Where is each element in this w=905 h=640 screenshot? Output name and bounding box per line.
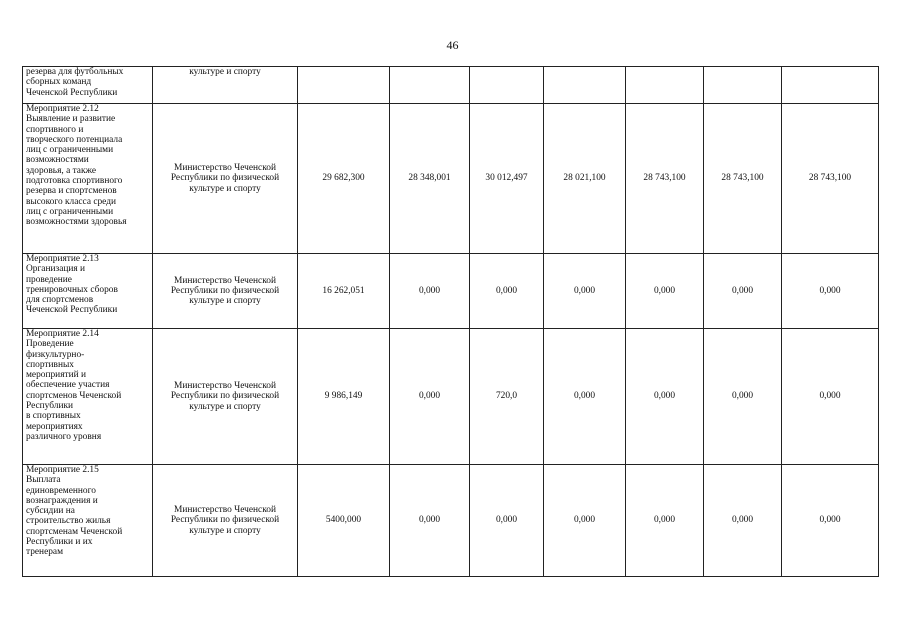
table-row: [23, 67, 879, 104]
funding-value-cell: 0,000: [626, 254, 704, 329]
funding-value-cell: 0,000: [704, 465, 782, 577]
funding-value-cell: 5400,000: [298, 465, 390, 577]
activity-name-line: вознаграждения и: [26, 495, 98, 506]
responsible-org-line: Министерство Чеченской: [173, 505, 276, 516]
activity-name-line: Организация и: [26, 264, 86, 275]
table-row: [23, 329, 879, 465]
activity-name-line: Выплата: [26, 475, 61, 486]
activity-name-line: физкультурно-: [26, 349, 85, 360]
activity-name-line: Чеченской Республики: [26, 305, 118, 316]
funding-value-cell: 0,000: [390, 254, 470, 329]
budget-table: [22, 66, 879, 577]
page-number: 46: [446, 38, 459, 52]
activity-name-cell: [23, 465, 153, 577]
activity-name-line: лиц с ограниченными: [26, 206, 114, 217]
funding-value-cell: 0,000: [544, 254, 626, 329]
responsible-org-cell: [153, 329, 298, 465]
activity-name-line: в спортивных: [26, 411, 81, 422]
activity-name-line: подготовка спортивного: [26, 176, 123, 187]
funding-value-cell: 0,000: [626, 465, 704, 577]
activity-name-line: тренерам: [26, 547, 64, 558]
activity-name-cell: [23, 254, 153, 329]
activity-name-line: высокого класса среди: [26, 196, 116, 207]
activity-name-line: спортивного и: [26, 124, 84, 135]
activity-name-line: Мероприятие 2.13: [26, 254, 99, 264]
activity-name-line: тренировочных сборов: [26, 284, 118, 295]
activity-name-line: Республики и их: [26, 537, 93, 548]
funding-value-cell: [704, 67, 782, 104]
activity-name-line: различного уровня: [26, 431, 102, 442]
activity-name-line: Чеченской Республики: [26, 87, 118, 98]
table-row: [23, 104, 879, 254]
responsible-org-line: культуре и спорту: [189, 401, 261, 412]
activity-name-line: возможностями: [26, 155, 89, 166]
funding-value-cell: [298, 67, 390, 104]
activity-name-line: спортивных: [26, 359, 74, 370]
responsible-org-line: Республики по физической: [170, 173, 280, 184]
funding-value-cell: 28 743,100: [626, 104, 704, 254]
responsible-org-line: Республики по физической: [170, 391, 280, 402]
activity-name-line: спортсменам Чеченской: [26, 526, 123, 537]
activity-name-line: здоровья, а также: [26, 165, 97, 176]
activity-name-line: субсидии на: [26, 506, 75, 517]
activity-name-line: резерва для футбольных: [26, 67, 124, 77]
activity-name-line: для спортсменов: [26, 295, 94, 306]
funding-value-cell: 0,000: [470, 465, 544, 577]
funding-value-cell: [782, 67, 879, 104]
activity-name-line: сборных команд: [26, 77, 92, 88]
funding-value-cell: 0,000: [704, 329, 782, 465]
funding-value-cell: 0,000: [390, 329, 470, 465]
funding-value-cell: 28 021,100: [544, 104, 626, 254]
responsible-org-line: Республики по физической: [170, 515, 280, 526]
activity-name-line: Мероприятие 2.12: [26, 104, 99, 114]
table-row: [23, 254, 879, 329]
funding-value-cell: 29 682,300: [298, 104, 390, 254]
responsible-org-line: культуре и спорту: [189, 296, 261, 307]
responsible-org-line: культуре и спорту: [189, 183, 261, 194]
funding-value-cell: 0,000: [704, 254, 782, 329]
activity-name-cell: [23, 67, 153, 104]
activity-name-line: мероприятий и: [26, 370, 86, 381]
funding-value-cell: 0,000: [544, 329, 626, 465]
funding-value-cell: 28 743,100: [704, 104, 782, 254]
funding-value-cell: 0,000: [470, 254, 544, 329]
activity-name-line: возможностями здоровья: [26, 217, 127, 228]
activity-name-line: мероприятиях: [26, 421, 83, 432]
responsible-org-line: Республики по физической: [170, 285, 280, 296]
funding-value-cell: 9 986,149: [298, 329, 390, 465]
activity-name-line: лиц с ограниченными: [26, 145, 114, 156]
activity-name-line: Республики: [26, 401, 74, 412]
responsible-org-line: Министерство Чеченской: [173, 163, 276, 174]
activity-name-line: единовременного: [26, 485, 96, 496]
activity-name-line: Проведение: [26, 339, 74, 350]
responsible-org-line: культуре и спорту: [189, 67, 261, 77]
activity-name-cell: [23, 329, 153, 465]
responsible-org-cell: [153, 104, 298, 254]
activity-name-line: резерва и спортсменов: [26, 186, 117, 197]
funding-value-cell: 30 012,497: [470, 104, 544, 254]
responsible-org-line: Министерство Чеченской: [173, 381, 276, 392]
table-body: [23, 67, 879, 577]
activity-name-line: Мероприятие 2.15: [26, 465, 99, 475]
responsible-org-line: Министерство Чеченской: [173, 275, 276, 286]
funding-value-cell: 0,000: [626, 329, 704, 465]
table-row: [23, 465, 879, 577]
funding-value-cell: 28 743,100: [782, 104, 879, 254]
responsible-org-line: культуре и спорту: [189, 525, 261, 536]
activity-name-line: Выявление и развитие: [26, 114, 116, 125]
funding-value-cell: 0,000: [390, 465, 470, 577]
responsible-org-cell: [153, 465, 298, 577]
activity-name-line: творческого потенциала: [26, 134, 123, 145]
activity-name-cell: [23, 104, 153, 254]
funding-value-cell: 720,0: [470, 329, 544, 465]
funding-value-cell: 0,000: [782, 254, 879, 329]
funding-value-cell: [390, 67, 470, 104]
funding-value-cell: 28 348,001: [390, 104, 470, 254]
funding-value-cell: 0,000: [782, 329, 879, 465]
funding-value-cell: 16 262,051: [298, 254, 390, 329]
funding-value-cell: [544, 67, 626, 104]
activity-name-line: Мероприятие 2.14: [26, 329, 99, 339]
responsible-org-cell: [153, 67, 298, 104]
activity-name-line: спортсменов Чеченской: [26, 390, 122, 401]
funding-value-cell: [626, 67, 704, 104]
funding-value-cell: [470, 67, 544, 104]
funding-value-cell: 0,000: [782, 465, 879, 577]
activity-name-line: строительство жилья: [26, 516, 111, 527]
responsible-org-cell: [153, 254, 298, 329]
activity-name-line: проведение: [26, 274, 72, 285]
funding-value-cell: 0,000: [544, 465, 626, 577]
activity-name-line: обеспечение участия: [26, 380, 110, 391]
